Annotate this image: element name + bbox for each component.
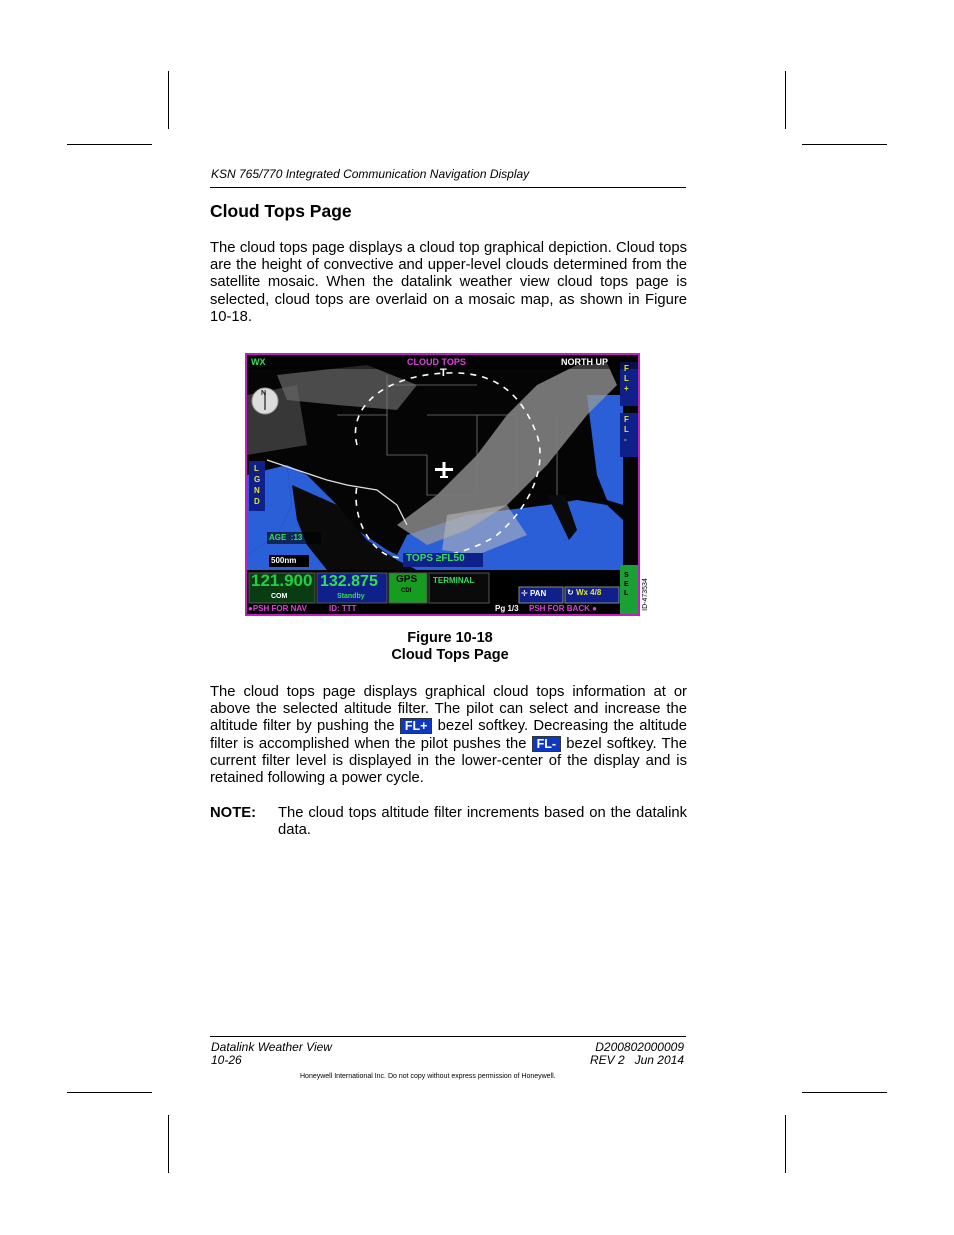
crop-mark (67, 144, 152, 145)
crop-mark (802, 1092, 887, 1093)
com-standby-frequency: 132.875 (320, 573, 378, 590)
orientation-label: NORTH UP (561, 357, 608, 367)
note-text: The cloud tops altitude filter increments based on the datalink data. (278, 805, 687, 839)
figure-caption-number: Figure 10-18 (407, 630, 493, 646)
com-active-frequency: 121.900 (251, 571, 313, 590)
footer-chapter: Datalink Weather View (211, 1040, 332, 1054)
header-rule (210, 187, 686, 188)
fl-minus-key[interactable]: F L - (624, 415, 629, 444)
pan-arrows-icon: ✛ (521, 589, 528, 598)
pan-key[interactable]: ✛ PAN (521, 589, 547, 598)
psh-for-nav-label: ●PSH FOR NAV (248, 604, 307, 613)
tops-filter-label: TOPS ≥FL50 (406, 553, 465, 564)
nav-source-label: GPS (396, 574, 418, 585)
footer-rule (210, 1036, 686, 1037)
id-label: ID: TTT (329, 604, 357, 613)
running-header: KSN 765/770 Integrated Communication Navigation Display (211, 167, 530, 181)
flight-phase-label: TERMINAL (433, 576, 475, 585)
filter-paragraph: The cloud tops page displays graphical cloud tops information at or above the selected altitude filter. The pilot can select and increase the altitude filter by pushing the FL+ bezel softkey. Decreasing the altitude filter is accomplished when the pilot pushes the FL- bezel softkey. The current filter level is displayed in the lower-center of the display and is retained following a power cycle. (210, 684, 688, 787)
nav-source-sub-label: CDI (401, 588, 412, 594)
tops-marker: T (440, 367, 447, 379)
intro-paragraph: The cloud tops page displays a cloud top graphical depiction. Cloud tops are the height of convective and upper-level clouds determined from the satellite mosaic. When the datalink weather view cloud tops page is selected, cloud tops are overlaid on a mosaic map, as shown in Figure 10-18. (210, 240, 687, 325)
footer-page-number: 10-26 (211, 1053, 242, 1067)
footer-revision: REV 2 Jun 2014 (589, 1053, 684, 1067)
section-title: Cloud Tops Page (210, 201, 352, 221)
sel-key[interactable]: S E L (624, 572, 629, 597)
standby-label: Standby (337, 593, 365, 600)
fl-minus-key-background (620, 413, 638, 457)
crop-mark (785, 1115, 786, 1173)
figure-id: ID-473534 (641, 578, 649, 611)
page-label: CLOUD TOPS (407, 357, 466, 367)
lgnd-key[interactable]: L G N D (254, 464, 261, 506)
wx-label: WX (251, 357, 266, 367)
age-label: AGE :13 (269, 533, 303, 542)
page-count-label: Pg 1/3 (495, 604, 519, 613)
note-label: NOTE: (210, 805, 257, 821)
crop-mark (785, 71, 786, 129)
compass-n-label: N (261, 390, 267, 397)
fl-plus-softkey-label: FL+ (400, 718, 433, 734)
sel-key-background (620, 565, 638, 614)
rotate-arrow-icon: ↻ (567, 588, 574, 597)
fl-minus-softkey-label: FL- (532, 736, 561, 752)
footer-document-number: D200802000009 (595, 1040, 684, 1054)
fl-plus-key[interactable]: F L + (624, 364, 629, 393)
crop-mark (168, 1115, 169, 1173)
range-label: 500nm (271, 556, 297, 565)
copyright-notice: Honeywell International Inc. Do not copy without express permission of Honeywell. (300, 1073, 556, 1080)
crop-mark (802, 144, 887, 145)
crop-mark (67, 1092, 152, 1093)
figure-caption-title: Cloud Tops Page (391, 647, 509, 663)
psh-for-back-label: PSH FOR BACK ● (529, 604, 597, 613)
crop-mark (168, 71, 169, 129)
cloud-tops-display-figure (245, 353, 640, 616)
com-label: COM (271, 593, 288, 600)
wx-page-key[interactable]: ↻ Wx 4/8 (567, 588, 602, 597)
